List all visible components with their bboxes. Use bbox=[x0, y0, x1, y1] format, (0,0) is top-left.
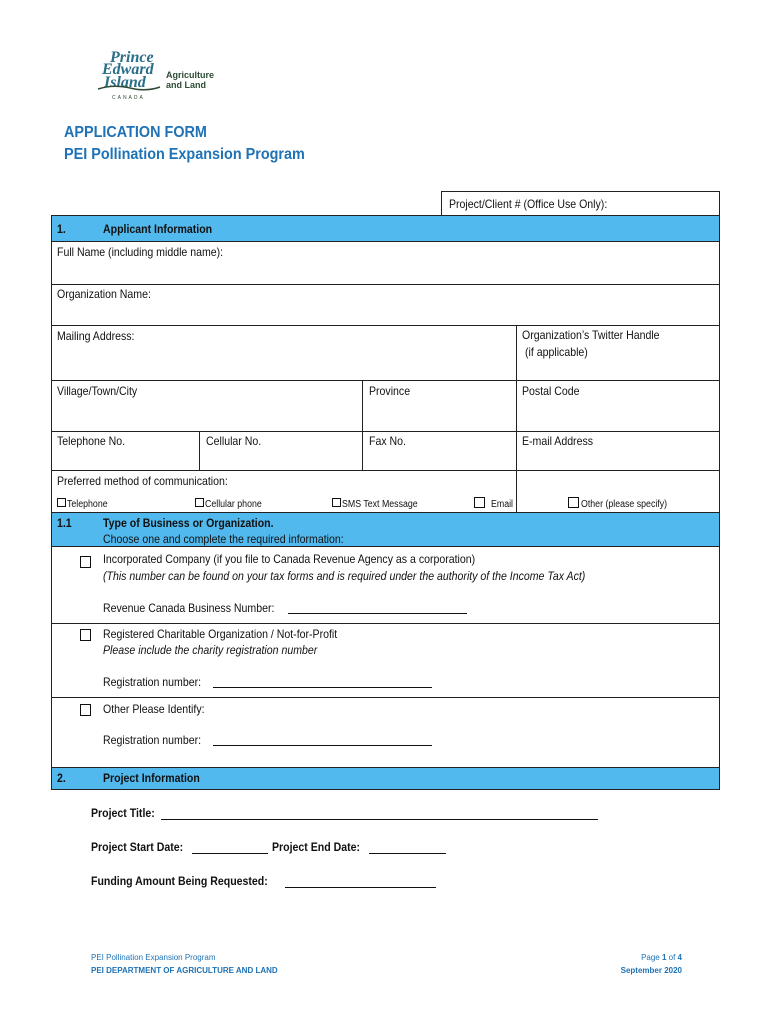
logo-canada: CANADA bbox=[112, 95, 145, 101]
other-checkbox[interactable] bbox=[80, 704, 91, 716]
other-identify-label: Other Please Identify: bbox=[103, 702, 205, 716]
form-title: APPLICATION FORM bbox=[64, 124, 207, 141]
footer-program: PEI Pollination Expansion Program bbox=[91, 953, 216, 962]
project-start-date-field[interactable] bbox=[192, 841, 268, 854]
email-option: Email bbox=[491, 499, 514, 510]
village-label: Village/Town/City bbox=[57, 384, 138, 398]
office-use-label: Project/Client # (Office Use Only): bbox=[449, 197, 608, 211]
twitter-label-line2: (if applicable) bbox=[525, 345, 588, 359]
logo-dept-line1: Agriculture bbox=[166, 70, 215, 80]
funding-amount-label: Funding Amount Being Requested: bbox=[91, 874, 268, 888]
email-address-label: E-mail Address bbox=[522, 434, 594, 448]
other-registration-field[interactable] bbox=[213, 734, 432, 746]
incorporated-label: Incorporated Company (if you file to Canada Revenue Agency as a corporation) bbox=[103, 552, 476, 566]
project-end-date-label: Project End Date: bbox=[272, 840, 361, 854]
section1-1-subtitle: Choose one and complete the required information: bbox=[103, 532, 344, 546]
charitable-label: Registered Charitable Organization / Not-for-Profit bbox=[103, 627, 338, 641]
funding-amount-field[interactable] bbox=[285, 875, 436, 888]
other-method-checkbox[interactable] bbox=[568, 497, 579, 508]
province-label: Province bbox=[369, 384, 411, 398]
project-title-field[interactable] bbox=[161, 807, 598, 820]
logo-prince: Prince bbox=[110, 49, 154, 66]
other-method-option: Other (please specify) bbox=[581, 499, 668, 510]
cellular-checkbox[interactable] bbox=[195, 498, 204, 507]
revenue-number-field[interactable] bbox=[288, 602, 467, 614]
other-registration-label: Registration number: bbox=[103, 733, 202, 747]
section2-title: Project Information bbox=[103, 771, 200, 785]
cellular-option: Cellular phone bbox=[205, 499, 262, 510]
charitable-note: Please include the charity registration number bbox=[103, 643, 318, 657]
incorporated-checkbox[interactable] bbox=[80, 556, 91, 568]
charitable-checkbox[interactable] bbox=[80, 629, 91, 641]
twitter-label-line1: Organization’s Twitter Handle bbox=[522, 328, 660, 342]
section1-title: Applicant Information bbox=[103, 222, 213, 236]
project-start-date-label: Project Start Date: bbox=[91, 840, 184, 854]
fax-label: Fax No. bbox=[369, 434, 406, 448]
project-title-label: Project Title: bbox=[91, 806, 155, 820]
organization-name-label: Organization Name: bbox=[57, 287, 151, 301]
footer-page-number: Page 1 of 4 bbox=[641, 953, 682, 962]
telephone-option: Telephone bbox=[67, 499, 108, 510]
pei-logo bbox=[96, 50, 226, 105]
logo-wave-icon bbox=[96, 84, 162, 92]
registration-number-field[interactable] bbox=[213, 676, 432, 688]
organization-name-field[interactable] bbox=[52, 300, 719, 324]
full-name-field[interactable] bbox=[52, 257, 719, 282]
footer-department: PEI DEPARTMENT OF AGRICULTURE AND LAND bbox=[91, 966, 278, 975]
logo-island: Island bbox=[104, 74, 146, 91]
incorporated-note: (This number can be found on your tax forms and is required under the authority of the Income Tax Act) bbox=[103, 569, 586, 583]
logo-edward: Edward bbox=[102, 61, 154, 78]
full-name-label: Full Name (including middle name): bbox=[57, 245, 224, 259]
project-end-date-field[interactable] bbox=[369, 841, 446, 854]
section1-number: 1. bbox=[57, 222, 66, 236]
telephone-label: Telephone No. bbox=[57, 434, 126, 448]
revenue-number-label: Revenue Canada Business Number: bbox=[103, 601, 275, 615]
footer-date: September 2020 bbox=[620, 966, 682, 975]
section1-1-title: Type of Business or Organization. bbox=[103, 516, 274, 530]
mailing-address-label: Mailing Address: bbox=[57, 329, 135, 343]
registration-number-label: Registration number: bbox=[103, 675, 202, 689]
mailing-address-field[interactable] bbox=[52, 342, 514, 379]
email-checkbox[interactable] bbox=[474, 497, 485, 508]
logo-dept-line2: and Land bbox=[166, 80, 206, 90]
postal-code-label: Postal Code bbox=[522, 384, 580, 398]
program-title: PEI Pollination Expansion Program bbox=[64, 146, 305, 163]
section2-number: 2. bbox=[57, 771, 66, 785]
preferred-method-label: Preferred method of communication: bbox=[57, 474, 228, 488]
cellular-label: Cellular No. bbox=[206, 434, 262, 448]
telephone-checkbox[interactable] bbox=[57, 498, 66, 507]
section1-1-number: 1.1 bbox=[57, 516, 72, 530]
sms-option: SMS Text Message bbox=[342, 499, 418, 510]
sms-checkbox[interactable] bbox=[332, 498, 341, 507]
